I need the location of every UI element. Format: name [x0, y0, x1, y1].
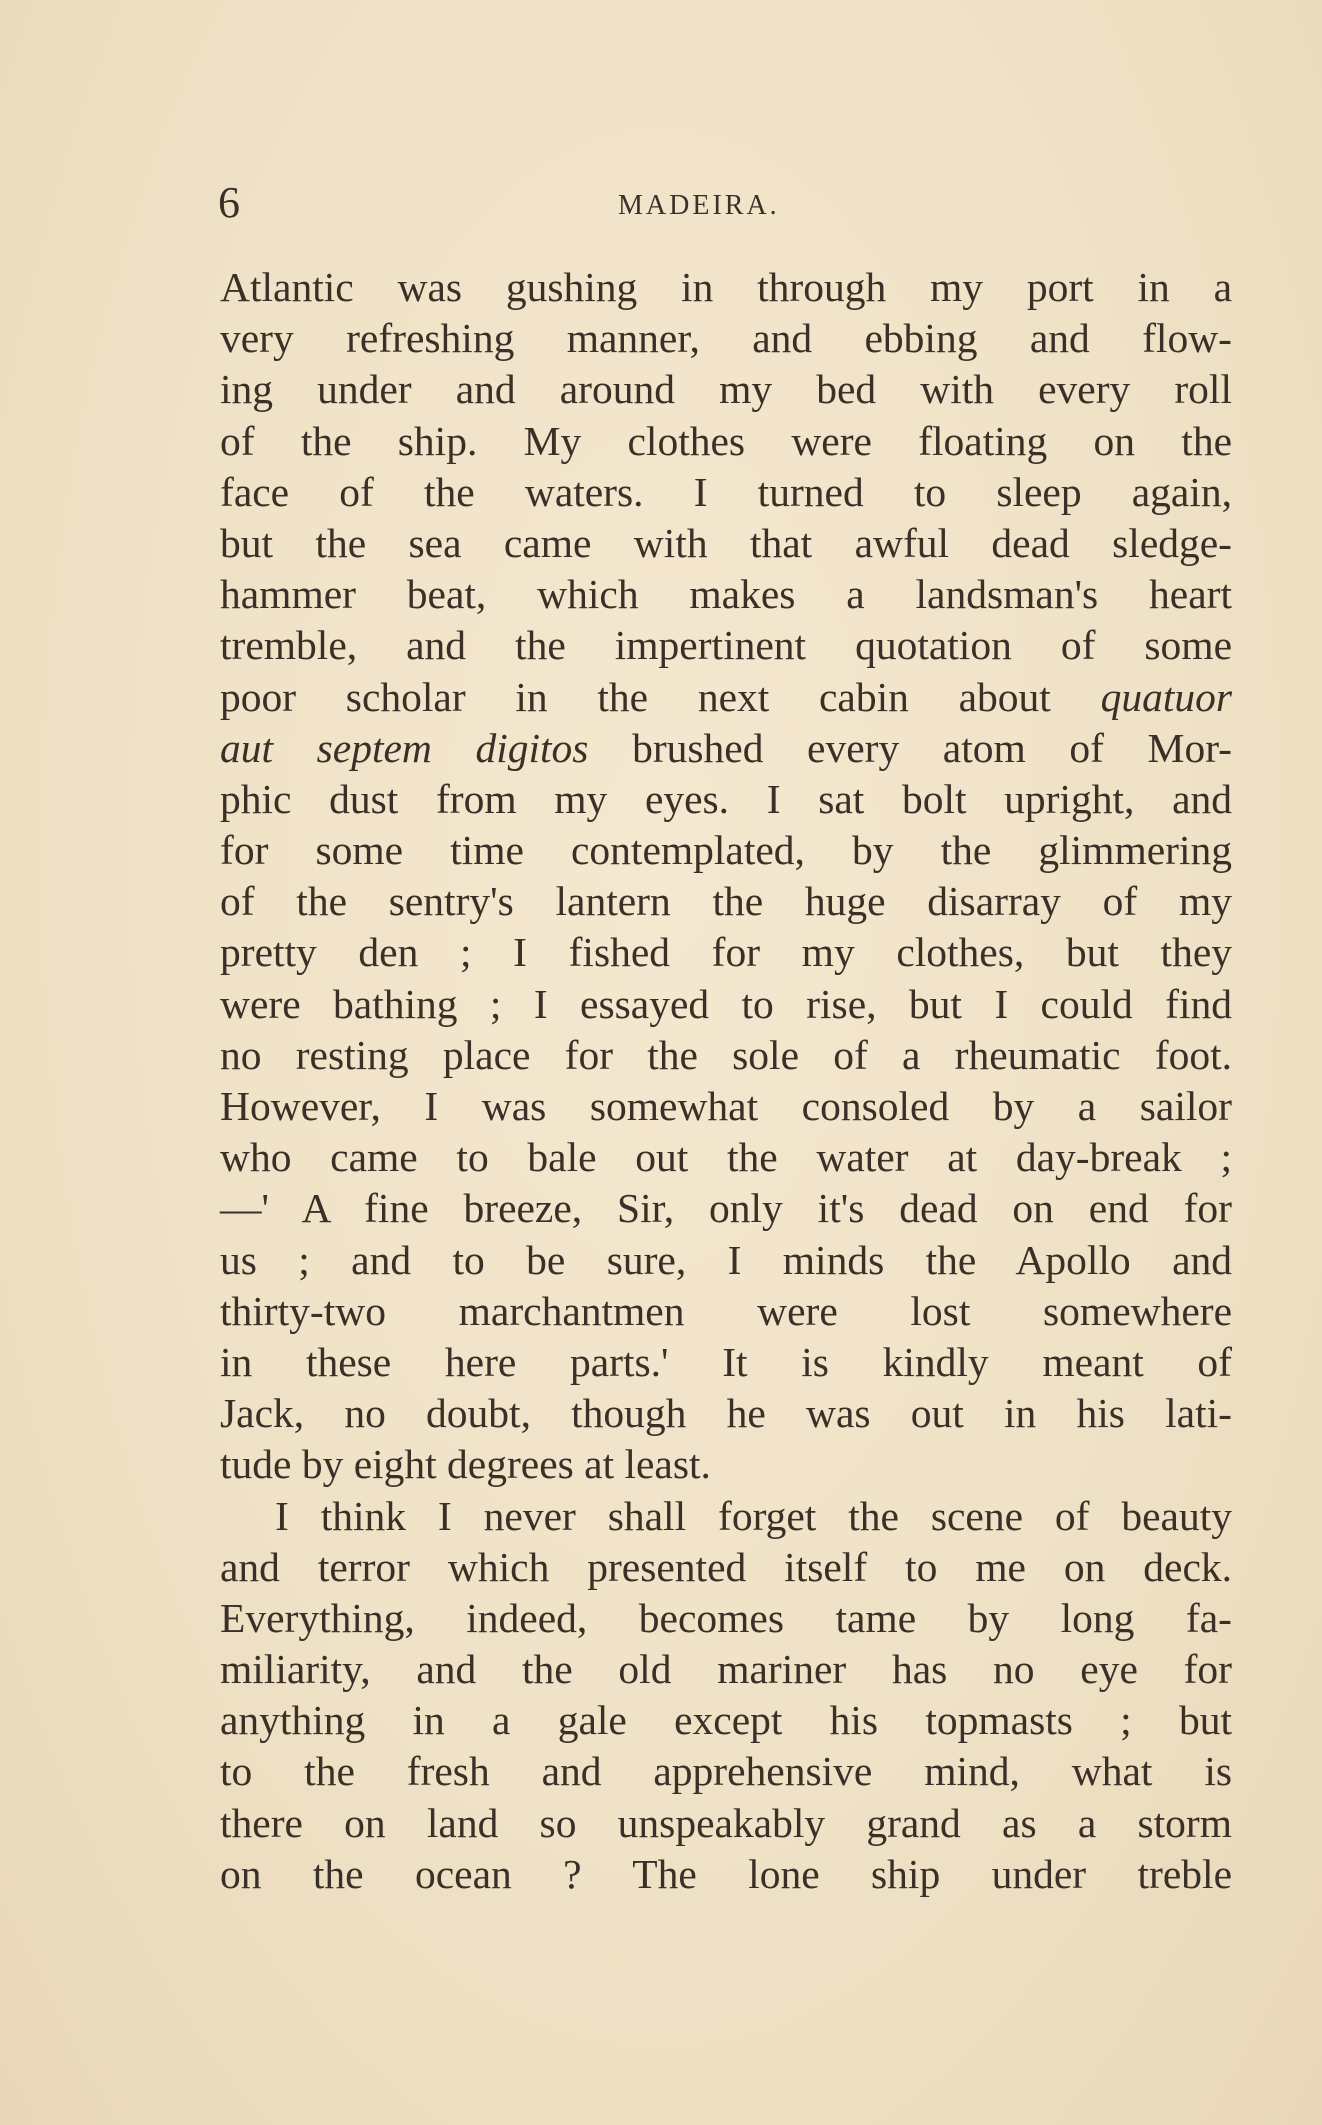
- text-segment: poor scholar in the next cabin about: [220, 673, 1051, 720]
- text-line: there on land so unspeakably grand as a storm: [220, 1799, 1232, 1846]
- running-head: MADEIRA.: [618, 190, 780, 221]
- text-line: Everything, indeed, becomes tame by long fa-: [220, 1594, 1232, 1641]
- text-line: phic dust from my eyes. I sat bolt upright, and: [220, 775, 1232, 822]
- text-line: of the sentry's lantern the huge disarray of my: [220, 878, 1232, 925]
- text-line: [220, 672, 1232, 723]
- text-line: tude by eight degrees at least.: [220, 1441, 711, 1488]
- text-line: ing under and around my bed with every roll: [220, 366, 1232, 413]
- text-line: Atlantic was gushing in through my port in a: [220, 264, 1232, 310]
- text-line: in these here parts.' It is kindly meant of: [220, 1338, 1232, 1385]
- text-line: were bathing ; I essayed to rise, but I could find: [220, 980, 1232, 1027]
- text-line: thirty-two marchantmen were lost somewhere: [220, 1287, 1232, 1334]
- text-line: face of the waters. I turned to sleep again,: [220, 468, 1232, 515]
- text-line: who came to bale out the water at day-break ;: [220, 1134, 1232, 1181]
- text-line: very refreshing manner, and ebbing and flow-: [220, 315, 1232, 362]
- text-line: but the sea came with that awful dead sledge-: [220, 519, 1232, 566]
- text-segment: brushed every atom of Mor-: [632, 724, 1233, 771]
- text-line: no resting place for the sole of a rheumatic foot.: [220, 1031, 1232, 1078]
- text-line: hammer beat, which makes a landsman's heart: [220, 571, 1232, 618]
- text-line: to the fresh and apprehensive mind, what is: [220, 1748, 1232, 1795]
- text-line: and terror which presented itself to me on deck.: [220, 1543, 1232, 1590]
- text-line: of the ship. My clothes were floating on the: [220, 417, 1232, 464]
- text-line: I think I never shall forget the scene of beauty: [275, 1492, 1232, 1539]
- text-line: on the ocean ? The lone ship under treble: [220, 1850, 1232, 1897]
- text-line: tremble, and the impertinent quotation of some: [220, 622, 1232, 669]
- text-line: us ; and to be sure, I minds the Apollo and: [220, 1236, 1232, 1283]
- text-line: for some time contemplated, by the glimmering: [220, 827, 1232, 874]
- text-line: Jack, no doubt, though he was out in his lati-: [220, 1390, 1232, 1437]
- body-text: [220, 262, 1232, 1900]
- text-line: anything in a gale except his topmasts ; but: [220, 1697, 1232, 1744]
- page-number: 6: [218, 178, 240, 227]
- italic-latin-phrase: aut septem digitos: [220, 724, 589, 771]
- text-line: [220, 723, 1232, 774]
- text-line: pretty den ; I fished for my clothes, but they: [220, 929, 1232, 976]
- text-line: However, I was somewhat consoled by a sailor: [220, 1083, 1232, 1129]
- page-header: [218, 178, 1230, 228]
- text-line: —' A fine breeze, Sir, only it's dead on end for: [220, 1185, 1232, 1232]
- text-line: miliarity, and the old mariner has no eye for: [220, 1646, 1232, 1693]
- italic-latin-phrase: quatuor: [1100, 673, 1232, 720]
